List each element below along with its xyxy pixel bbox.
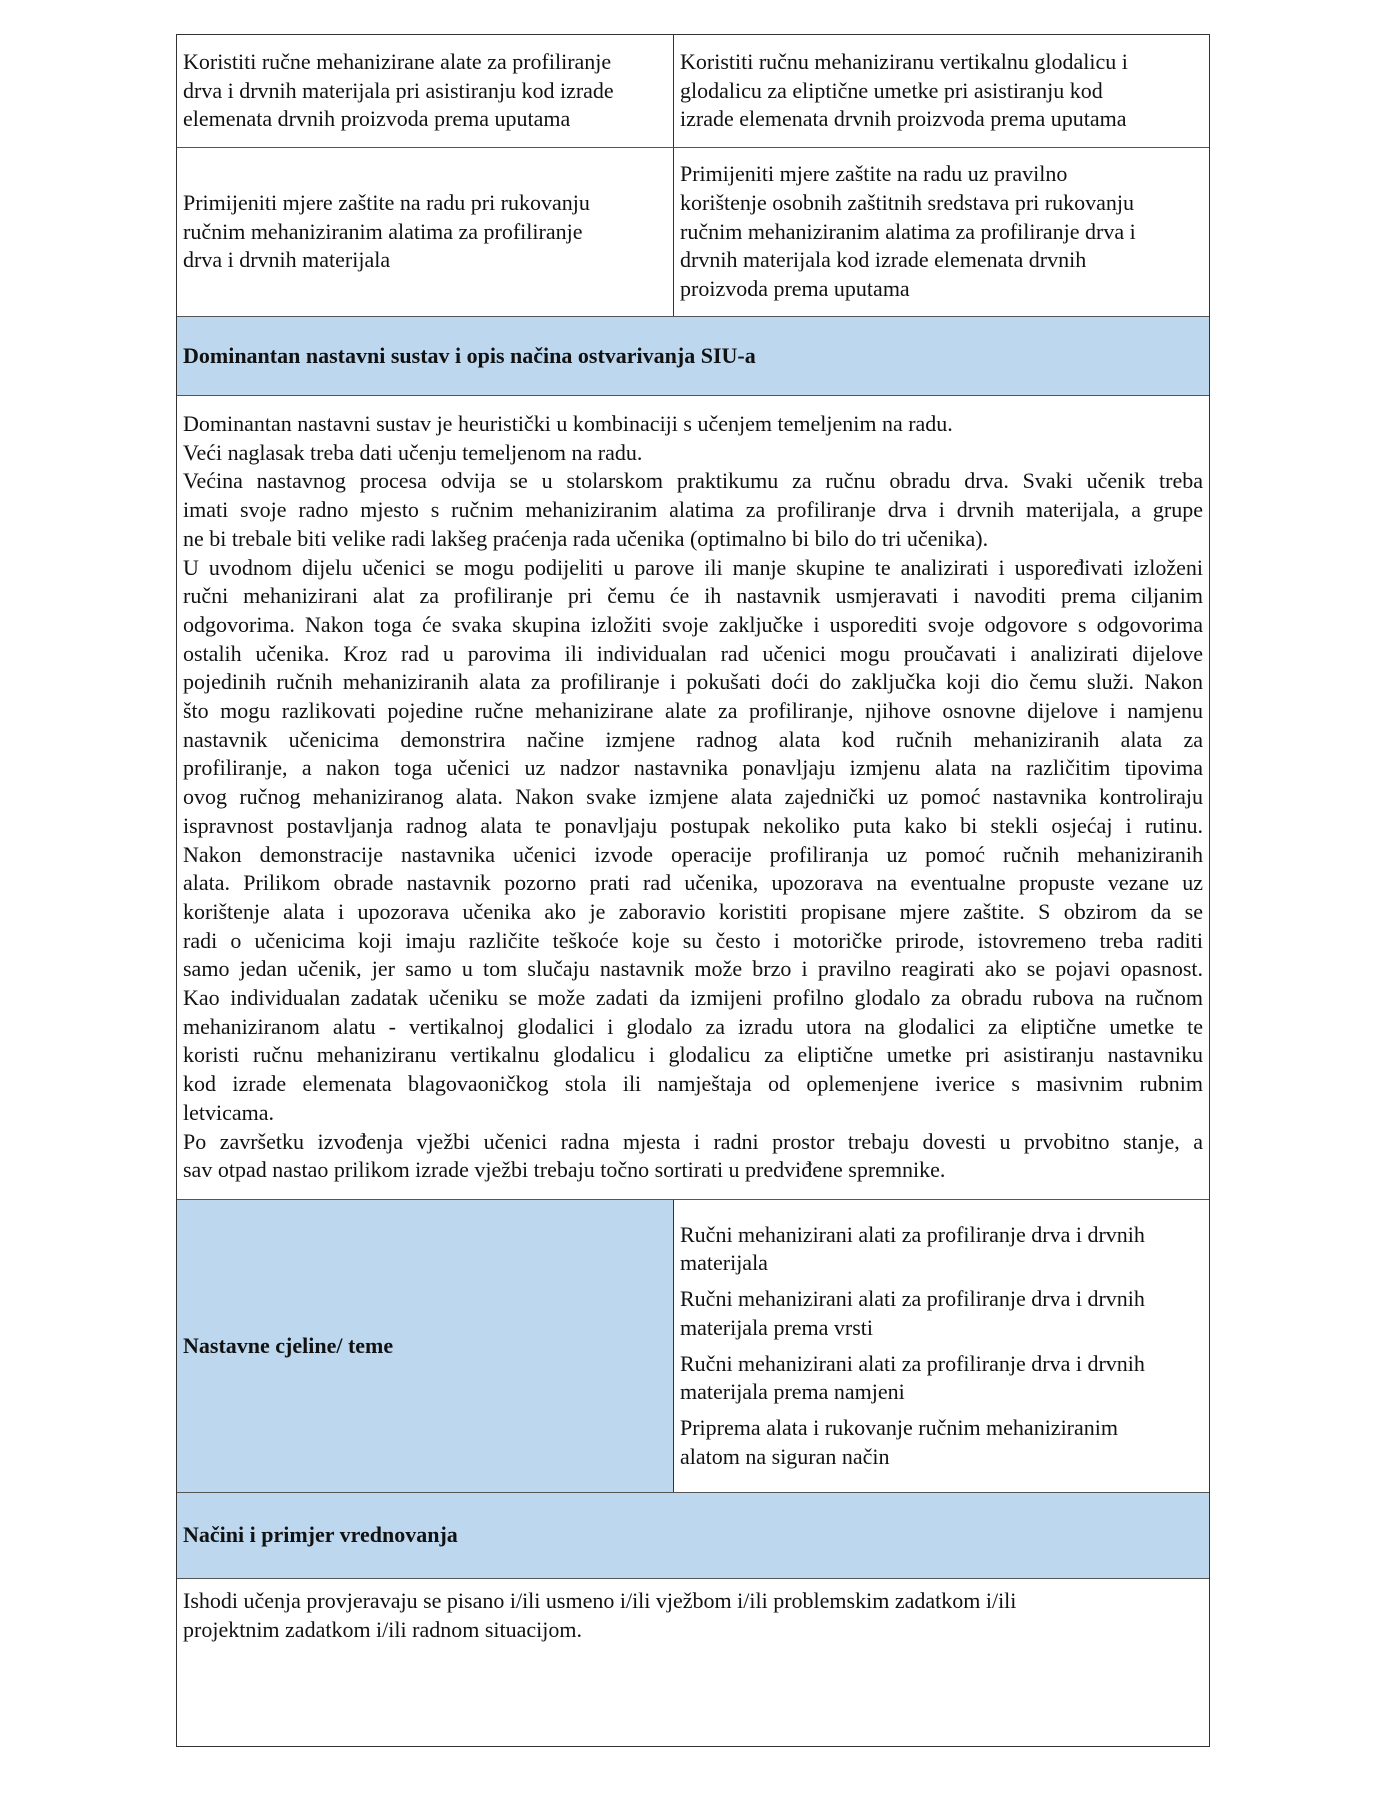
outcome-row-1 bbox=[177, 35, 1209, 148]
text-line: nastavnik učenicima demonstrira načine izmjene radnog alata kod ručnih mehaniziranih alata za bbox=[183, 726, 1203, 752]
section-title: Dominantan nastavni sustav i opis načina ostvarivanja SIU-a bbox=[183, 342, 756, 368]
text-line: elemenata drvnih proizvoda prema uputama bbox=[183, 106, 571, 132]
text-line: ostalih učenika. Kroz rad u parovima ili individualan rad učenici mogu proučavati i analizirati dijelove bbox=[183, 640, 1203, 666]
section-title: Načini i primjer vrednovanja bbox=[183, 1522, 458, 1548]
text-line: U uvodnom dijelu učenici se mogu podijeliti u parove ili manje skupine te analizirati i uspoređivati izloženi bbox=[183, 554, 1203, 580]
text-line: samo jedan učenik, jer samo u tom slučaju nastavnik može brzo i pravilno reagirati ako se pojavi opasnost. bbox=[183, 956, 1203, 982]
text-line: Nakon demonstracije nastavnika učenici izvode operacije profiliranja uz pomoć ručnih mehaniziranih bbox=[183, 841, 1203, 867]
text-line: odgovorima. Nakon toga će svaka skupina izložiti svoje zaključke i usporediti svoje odgovore s odgovorima bbox=[183, 611, 1203, 637]
evaluation-description bbox=[177, 1579, 1209, 1746]
curriculum-table bbox=[176, 34, 1210, 1747]
text-line: što mogu razlikovati pojedine ručne mehanizirane alate za profiliranje, njihove osnovne dijelove i namjenu bbox=[183, 698, 1203, 724]
text-line: Ručni mehanizirani alati za profiliranje drva i drvnih bbox=[680, 1221, 1145, 1247]
text-line: korištenje alata i upozorava učenika ako je zaboravio koristiti propisane mjere zaštite. S obzirom da se bbox=[183, 898, 1203, 924]
text-line: materijala prema namjeni bbox=[680, 1379, 905, 1405]
text-line: kod izrade elemenata blagovaoničkog stola ili namještaja od oplemenjene iverice s masivnim rubnim bbox=[183, 1071, 1203, 1097]
section-header-teaching-system bbox=[177, 317, 1209, 396]
topic-item bbox=[680, 1221, 1203, 1278]
text-line: Većina nastavnog procesa odvija se u stolarskom praktikumu za ručnu obradu drva. Svaki učenik treba bbox=[183, 468, 1203, 494]
text-line: Po završetku izvođenja vježbi učenici radna mjesta i radni prostor trebaju dovesti u prvobitno stanje, a bbox=[183, 1128, 1203, 1154]
section-header-evaluation bbox=[177, 1493, 1209, 1579]
text-line: ne bi trebale biti velike radi lakšeg praćenja rada učenika (optimalno bi bilo do tri učenika). bbox=[183, 525, 989, 551]
text-line: imati svoje radno mjesto s ručnim mehaniziranim alatima za profiliranje drva i drvnih materijala, a grupe bbox=[183, 497, 1203, 523]
text-line: Ishodi učenja provjeravaju se pisano i/ili usmeno i/ili vježbom i/ili problemskim zadatkom i/ili bbox=[183, 1588, 1017, 1613]
topic-item bbox=[680, 1285, 1203, 1342]
text-line: projektnim zadatkom i/ili radnom situacijom. bbox=[183, 1616, 582, 1642]
text-line: pojedinih ručnih mehaniziranih alata za profiliranje i pokušati doći do zaključka koji dio čemu služi. Nakon bbox=[183, 669, 1203, 695]
topics-row bbox=[177, 1200, 1209, 1493]
outcome-cell-left bbox=[177, 148, 674, 316]
text-line: Koristiti ručnu mehaniziranu vertikalnu glodalicu i bbox=[680, 48, 1128, 74]
text-line: alatom na siguran način bbox=[680, 1443, 890, 1469]
text-line: korištenje osobnih zaštitnih sredstava pri rukovanju bbox=[680, 189, 1134, 215]
text-line: Priprema alata i rukovanje ručnim mehaniziranim bbox=[680, 1414, 1119, 1440]
text-line: ručnim mehaniziranim alatima za profiliranje bbox=[183, 218, 583, 244]
text-line: ručni mehanizirani alat za profiliranje pri čemu će ih nastavnik usmjeravati i navoditi prema ciljanim bbox=[183, 583, 1203, 609]
text-line: mehaniziranom alatu - vertikalnoj glodalici i glodalo za izradu utora na glodalici za eliptične umetke te bbox=[183, 1013, 1203, 1039]
text-line: materijala bbox=[680, 1250, 768, 1276]
text-line: Veći naglasak treba dati učenju temeljenom na radu. bbox=[183, 439, 643, 465]
topic-item bbox=[680, 1350, 1203, 1407]
text-line: ručnim mehaniziranim alatima za profiliranje drva i bbox=[680, 218, 1136, 244]
outcome-cell-right bbox=[674, 148, 1209, 316]
text-line: glodalicu za eliptične umetke pri asistiranju kod bbox=[680, 77, 1103, 103]
text-line: Koristiti ručne mehanizirane alate za profiliranje bbox=[183, 48, 612, 74]
text-line: profiliranje, a nakon toga učenici uz nadzor nastavnika ponavljaju izmjenu alata na različitim tipovima bbox=[183, 755, 1203, 781]
text-line: Dominantan nastavni sustav je heuristički u kombinaciji s učenjem temeljenim na radu. bbox=[183, 411, 953, 436]
topics-label: Nastavne cjeline/ teme bbox=[183, 1332, 394, 1358]
text-line: sav otpad nastao prilikom izrade vježbi trebaju točno sortirati u predviđene spremnike. bbox=[183, 1157, 946, 1183]
text-line: Kao individualan zadatak učeniku se može zadati da izmijeni profilno glodalo za obradu rubova na ručnom bbox=[183, 985, 1203, 1011]
text-line: Ručni mehanizirani alati za profiliranje drva i drvnih bbox=[680, 1350, 1145, 1376]
teaching-system-description bbox=[177, 396, 1209, 1200]
text-line: koristi ručnu mehaniziranu vertikalnu glodalicu i glodalicu za eliptične umetke pri asistiranju nastavniku bbox=[183, 1042, 1203, 1068]
text-line: drva i drvnih materijala pri asistiranju kod izrade bbox=[183, 77, 614, 103]
text-line: proizvoda prema uputama bbox=[680, 276, 910, 302]
text-line: ovog ručnog mehaniziranog alata. Nakon svake izmjene alata zajednički uz pomoć nastavnika kontroliraju bbox=[183, 784, 1203, 810]
outcome-row-2 bbox=[177, 148, 1209, 317]
text-line: drva i drvnih materijala bbox=[183, 247, 391, 273]
text-line: radi o učenicima koji imaju različite teškoće koje su često i motoričke prirode, istovremeno treba raditi bbox=[183, 927, 1203, 953]
text-line: ispravnost postavljanja radnog alata te ponavljaju postupak nekoliko puta kako bi stekli osjećaj i rutinu. bbox=[183, 812, 1203, 838]
text-line: izrade elemenata drvnih proizvoda prema uputama bbox=[680, 106, 1127, 132]
text-line: Ručni mehanizirani alati za profiliranje drva i drvnih bbox=[680, 1286, 1145, 1312]
text-line: Primijeniti mjere zaštite na radu uz pravilno bbox=[680, 161, 1068, 187]
text-line: Primijeniti mjere zaštite na radu pri rukovanju bbox=[183, 189, 590, 215]
text-line: letvicama. bbox=[183, 1099, 275, 1125]
topic-item bbox=[680, 1414, 1203, 1471]
text-line: materijala prema vrsti bbox=[680, 1314, 874, 1340]
outcome-cell-right bbox=[674, 35, 1209, 147]
text-line: alata. Prilikom obrade nastavnik pozorno prati rad učenika, upozorava na eventualne propuste vezane uz bbox=[183, 870, 1203, 896]
text-line: drvnih materijala kod izrade elemenata drvnih bbox=[680, 247, 1087, 273]
outcome-cell-left bbox=[177, 35, 674, 147]
